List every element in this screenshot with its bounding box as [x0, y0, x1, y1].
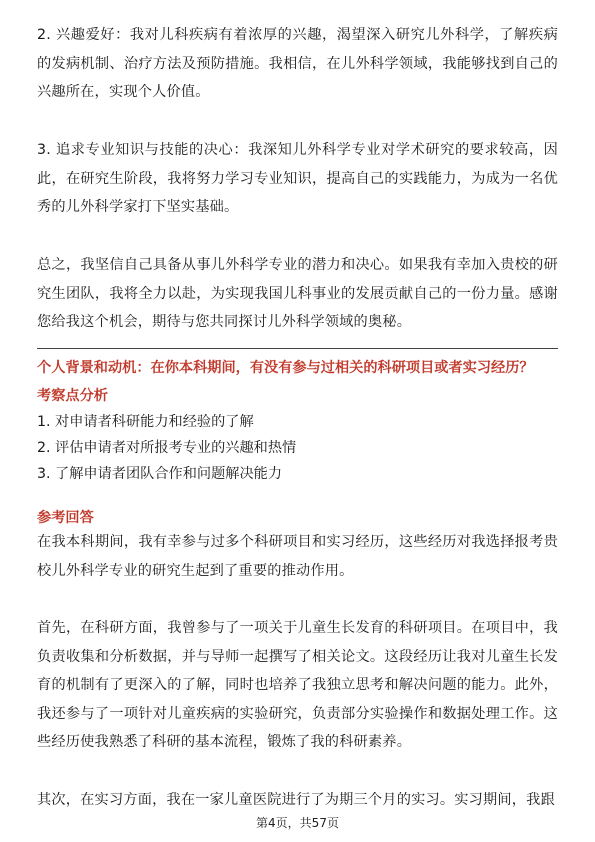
answer-paragraph: 首先，在科研方面，我曾参与了一项关于儿童生长发育的科研项目。在项目中，我负责收集和分析数据，并与导师一起撰写了相关论文。这段经历让我对儿童生长发育的机制有了更深入的了解，同时也培养了我独立思考和解决问题的能力。此外，我还参与了一项针对儿童疾病的实验研究，负责部分实验操作和数据处理工作。这些经历使我熟悉了科研的基本流程，锻炼了我的科研素养。 [37, 620, 558, 751]
analysis-item: 3. 了解申请者团队合作和问题解决能力 [37, 466, 283, 482]
section-divider [37, 348, 558, 349]
answer-paragraph: 在我本科期间，我有幸参与过多个科研项目和实习经历，这些经历对我选择报考贵校儿外科学专业的研究生起到了重要的推动作用。 [37, 534, 558, 579]
interview-question: 个人背景和动机：在你本科期间，有没有参与过相关的科研项目或者实习经历？ [37, 360, 534, 376]
reference-answer-heading: 参考回答 [37, 510, 94, 526]
intro-paragraph: 总之，我坚信自己具备从事儿外科学专业的潜力和决心。如果我有幸加入贵校的研究生团队，我将全力以赴，为实现我国儿科事业的发展贡献自己的一份力量。感谢您给我这个机会，期待与您共同探讨儿外科学领域的奥秘。 [37, 257, 558, 331]
answer-paragraph: 其次，在实习方面，我在一家儿童医院进行了为期三个月的实习。实习期间，我跟 [37, 792, 555, 808]
intro-paragraph: 3. 追求专业知识与技能的决心：我深知儿外科学专业对学术研究的要求较高，因此，在研究生阶段，我将努力学习专业知识，提高自己的实践能力，为成为一名优秀的儿外科学家打下坚实基础。 [37, 142, 558, 216]
intro-paragraph: 2. 兴趣爱好：我对儿科疾病有着浓厚的兴趣，渴望深入研究儿外科学，了解疾病的发病机制、治疗方法及预防措施。我相信，在儿外科学领域，我能够找到自己的兴趣所在，实现个人价值。 [37, 27, 558, 101]
page-number: 第4页，共57页 [256, 816, 339, 830]
analysis-list [37, 409, 558, 487]
analysis-item: 2. 评估申请者对所报考专业的兴趣和热情 [37, 440, 297, 456]
analysis-item: 1. 对申请者科研能力和经验的了解 [37, 414, 254, 430]
analysis-heading: 考察点分析 [37, 388, 108, 404]
